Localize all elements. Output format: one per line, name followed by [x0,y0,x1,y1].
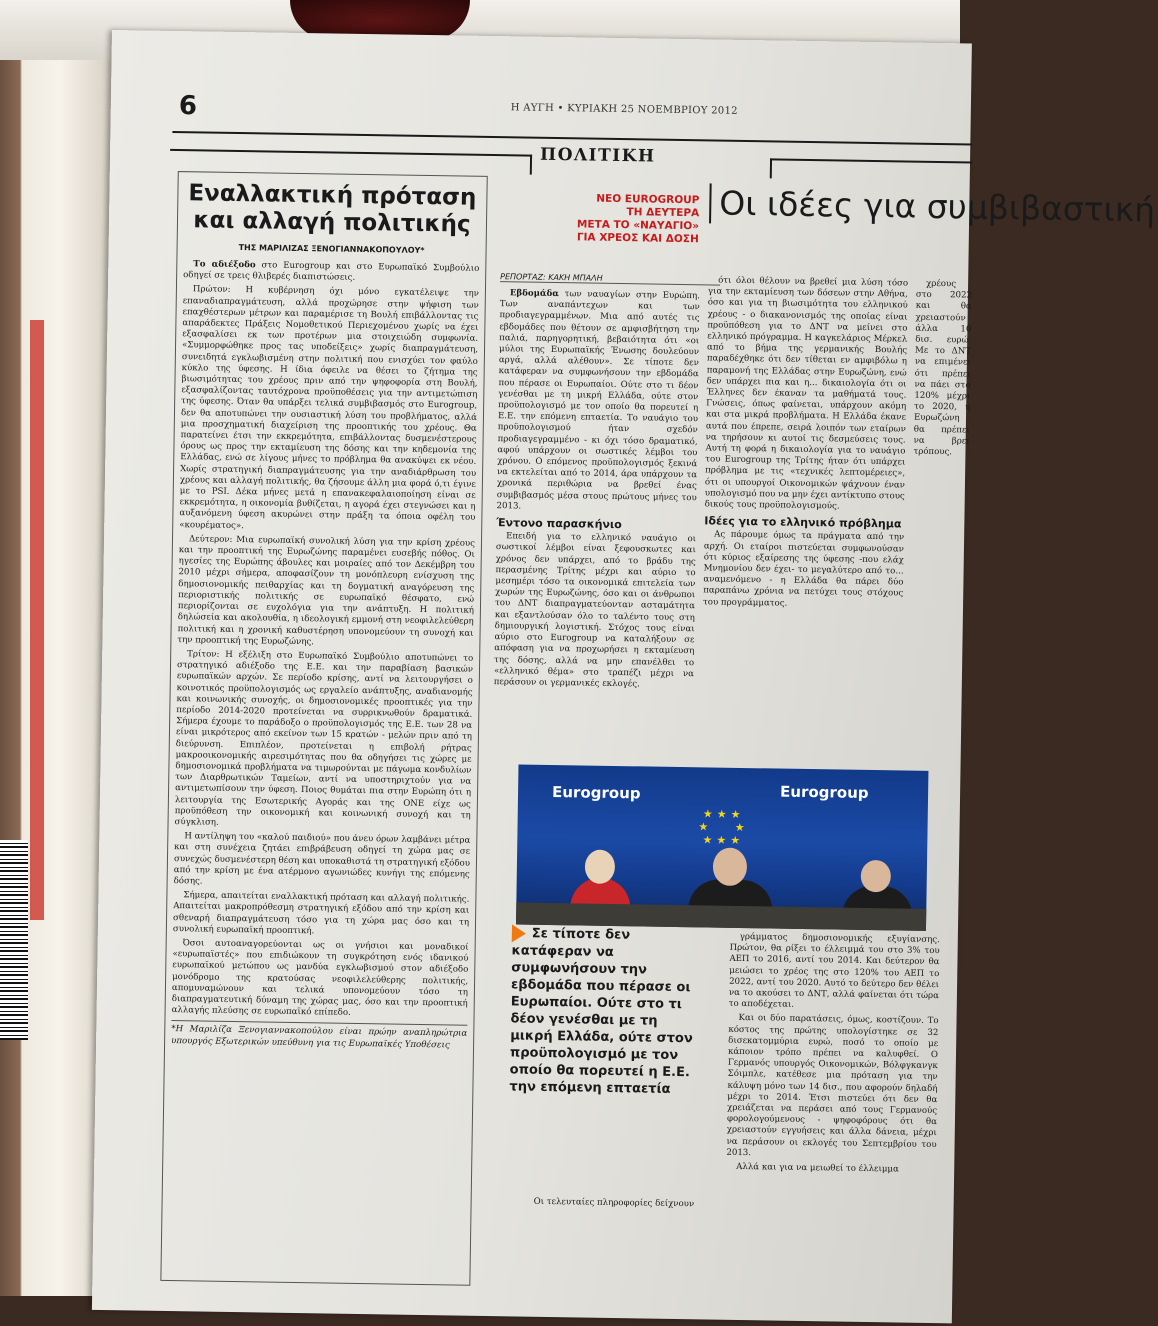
newspaper-page [92,30,1156,1323]
lead-rest: στο Eurogroup και στο Ευρωπαϊκό Συμβούλιο οδηγεί σε τρεις θλιβερές διαπιστώσεις. [183,260,480,284]
news-column-1 [494,288,700,694]
news-headline: Οι ιδέες για συμβιβαστική [709,183,1020,228]
news-column-2 [703,275,908,614]
lead-bold: Το αδιέξοδο [193,259,256,271]
article-paragraph: Η αντίληψη του «καλού παιδιού» που άνευ όρων λαμβάνει μέτρα και στη συνέχεια ζητάει επιβράβευση οδηγεί τη χώρα μας σε συνεχώς δυσμενέστερη θέση και υποκαθιστά τη στρατηγική εξόδου από την κρίση με ένα ατέρμονο αγωνιώδες κυνήγι της επόμενης δόσης. [173,831,471,887]
eurogroup-photo [516,764,928,930]
pull-quote-rest: να συμφωνήσουν την εβδομάδα που πέρασε οι Ευρωπαίοι. Ούτε στο τι δέον γενέσθαι με τη μικρή Ελλάδα, ούτε στον προϋπολογισμό με τον οποίο θα πορευτεί η Ε.Ε. την επόμενη επταετία [509,944,693,1097]
red-stripe [30,320,44,920]
news-lead-rest: των ναυαγίων στην Ευρώπη. Των αναπάντεχων και των προδιαγεγραμμένων. Μια από αυτές τις εβδομάδες που θέτουν σε αμφισβήτηση την παλιά, παρηγορητική, βεβαιότητα ότι «οι μύλοι της Ευρωπαϊκής Ένωσης δουλεύουν αργά, αλλά αλέθουν». Σε τίποτε δεν κατάφεραν να συμφωνήσουν την εβδομάδα που πέρασε οι Ευρωπαίοι. Ούτε στο τι δέον γενέσθαι με τη μικρή Ελλάδα, ούτε στον προϋπολογισμό με τον οποίο θα πορευτεί η Ε.Ε. την επόμενη επταετία. Το ναυάγιο του προϋπολογισμού ήταν σχεδόν προδιαγεγραμμένο - κι όχι τόσο δραματικό, αφού υπάρχουν οι σωστικές λέμβοι του χρόνου. Ο επόμενος προϋπολογισμός ξεκινά να εκτελείται από το 2014, άρα υπάρχουν τα χρονικά περιθώρια να βρεθεί ένας συμβιβασμός μέσα στους πρώτους μήνες του 2013. [496,289,700,512]
article-kicker [499,191,700,246]
page-number: 6 [178,91,198,122]
kicker-line: ΤΗ ΔΕΥΤΕΡΑ [626,206,700,220]
article-lead [183,259,479,286]
eu-stars-icon: ★★★ ★ ★ ★★★ [698,807,749,848]
news-column-3 [913,279,972,462]
article-paragraph: Δεύτερον: Μια ευρωπαϊκή συνολική λύση για την κρίση χρέους και την προοπτική της Ευρωζώνης παραμένει ευσεβής πόθος. Οι ηγεσίες της Ευρώπης άβουλες και μοιραίες από τον Δεκέμβρη του 2010 μέχρι σήμερα, αποφασίζουν τη μονόπλευρη ενίσχυση της δημοσιονομικής πειθαρχίας και τη δογματική αναγόρευση της περιοριστικής πολιτικής σε ευρωπαϊκό θέσφατο, ενώ περιορίζονται σε ευχολόγια για την ανάπτυξη. Η πολιτική δηλώσεία και ακολουθία, η ιδεολογική εμμονή στη νεοφιλελεύθερη πολιτική και η χρονική καθυστέρηση υπονομεύουν τη συνοχή και την προοπτική της Ευρωζώνης. [177,534,476,647]
eurogroup-logo: Eurogroup [551,783,641,803]
author-footnote: *Η Μαριλίζα Ξενογιαννακοπούλου είναι πρώην αναπληρώτρια υπουργός Εξωτερικών υπεύθυνη για τις Ευρωπαϊκές Υποθέσεις [171,1020,467,1051]
kicker-line: ΜΕΤΑ ΤΟ «ΝΑΥΑΓΙΟ» [576,218,700,233]
section-rule-left [170,149,532,175]
news-lead-bold: Εβδομάδα [509,288,559,300]
news-subhead: Έντονο παρασκήνιο [496,516,622,532]
eurogroup-logo: Eurogroup [779,782,869,802]
news-paragraph-tail: Οι τελευταίες πληροφορίες δείχνουν [533,1196,695,1210]
news-paragraph: χρέους στο 2022 και θα χρειαστούν άλλα 10 δισ. ευρώ. Με το ΔΝΤ να επιμένει ότι πρέπει να πάει στο 120% μέχρι το 2020, η Ευρωζώνη θα πρέπει να βρει τρόπους. [913,278,973,458]
news-column-2-bottom [726,932,940,1180]
news-paragraph: Ας πάρουμε όμως τα πράγματα από την αρχή. Οι εταίροι πιστεύεται συμφωνούσαν ότι κύριος εξαίρεσης της ύφεσης -που ελάχ Μνημονίου δεν έχει- το μεγαλύτερο από το... αναμενόμενο - η Ελλάδα θα πάρει δύο παραπάνω χρόνια να πετύχει τους στόχους του προγράμματος. [703,529,905,609]
kicker-line: ΓΙΑ ΧΡΕΟΣ ΚΑΙ ΔΟΣΗ [576,231,699,246]
opinion-article [160,171,487,1286]
news-column-1-tail [524,1197,704,1214]
pull-quote-line1: Σε τίποτε δεν κατάφεραν [511,926,631,960]
article-paragraph: Τρίτον: Η εξέλιξη στο Ευρωπαϊκό Συμβούλιο αποτυπώνει το στρατηγικό αδιέξοδο της Ε.Ε. και την παραβίαση βασικών ευρωπαϊκών αρχών. Σε περίοδο κρίσης, αντί να λειτουργήσει ο κοινοτικός προϋπολογισμός ως εργαλείο ανάπτυξης, αναδιανομής και κοινωνικής συνοχής, οι δημοσιονομικές προοπτικές για την περίοδο 2014-2020 προτείνεται να συρρικνωθούν δραματικά. Σήμερα έχουμε το παράδοξο ο προϋπολογισμός της Ε.Ε. των 28 να είναι μικρότερος από εκείνον των 15 κρατών - μελών πριν από τη διεύρυνση. Επιπλέον, προτείνεται η επιβολή ρήτρας μακροοικονομικής αιρεσιμότητας που θα οδηγήσει τις χώρες με δημοσιονομικά προβλήματα να τιμωρούνται με πάγωμα κονδυλίων των Διαρθρωτικών Ταμείων, αντί να υποστηριχτούν για να αντιμετωπίσουν την ύφεση. Ποιος θυμάται πια στην Ευρώπη ότι η λειτουργία της Εσωτερικής Αγοράς και της ΟΝΕ είχε ως προϋπόθεση την οικονομική και κοινωνική συνοχή και τη σύγκλιση. [174,649,474,828]
section-label: ΠΟΛΙΤΙΚΗ [539,144,656,167]
play-icon [512,924,526,942]
news-paragraph: Επειδή για το ελληνικό ναυάγιο οι σωστικοί λέμβοι είναι ξεφουσκωτες και χρόνος δεν υπάρχει, από το βράδυ της περασμένης Τρίτης μέχρι και αύριο το μεσημέρι τόσο τα οικονομικά επιτελεία των χωρών της Ευρωζώνης, όσο και οι άνθρωποι του ΔΝΤ διαπραγματεύονταν ασταμάτητα και εξαντλούσαν όλο το ταλέντο τους στη δημιουργική λογιστική. Στόχος τους είναι αύριο στο Eurogroup να καταλήξουν σε απόφαση για να προχωρήσει η εκταμίευση της δόσης, αλλά να μην επανέλθει το «ελληνικό θέμα» στο τραπέζι μέχρι να περάσουν οι γερμανικές εκλογές. [493,531,697,690]
article-paragraph: Πρώτον: Η κυβέρνηση όχι μόνο εγκατέλειψε την επαναδιαπραγμάτευση, αλλά προχώρησε στην ψήφιση των επαχθέστερων μέτρων και παραμέρισε τη Βουλή επιβάλλοντας τις απαράδεκτες Πράξεις Νομοθετικού Περιεχομένου χωρίς να έχει εξασφαλίσει εκ των προτέρων μια στοιχειώδη συμφωνία. «Συμμορφώθηκε προς τας υποδείξεις» χωρίς διαπραγμάτευση, συνειδητά εγκλωβισμένη στην πολιτική που ενισχύει τον φαύλο κύκλο της ύφεσης. Η ίδια όφειλε να θέσει το ζήτημα της βιωσιμότητας του χρέους πριν από την ψηφοφορία στη Βουλή, εξασφαλίζοντας ταυτόχρονα προϋποθέσεις για την αντιμετώπιση της ύφεσης. Όταν θα υπάρξει τελικά συμβιβασμός στο Eurogroup, δεν θα αποτυπώνει την ουσιαστική λύση του προβλήματος, αλλά μια προσχηματική διαχείριση της προοπτικής του χρέους. Θα παρατείνει έτσι την εκκρεμότητα, επιβάλλοντας δυσμενέστερους όρους ως προς την εκταμίευση της δόσης και την κηδεμονία της Ελλάδας, ενώ σε λίγους μήνες το πρόβλημα θα ανακύψει εκ νέου. Χωρίς στρατηγική διαπραγμάτευσης για την αναδιάρθρωση του χρέους και αλλαγή πολιτικής, θα ζήσουμε άλλη μια φορά ό,τι έγινε με το PSI. Δέκα μήνες μετά η επανακεφαλαιοποίηση είναι σε εκκρεμότητα, η οικονομία βυθίζεται, η αγορά έχει στεγνώσει και η αυξανόμενη ύφεση ακυρώνει στην πράξη τα όποια οφέλη του «κουρέματος». [179,284,479,531]
kicker-line: ΝΕΟ EUROGROUP [596,192,700,207]
barcode [0,840,28,1040]
reporter-credit: ΡΕΠΟΡΤΑΖ: ΚΑΚΗ ΜΠΑΛΗ [500,272,720,285]
news-paragraph: ότι όλοι θέλουν να βρεθεί μια λύση τόσο για την εκταμίευση των δόσεων στην Αθήνα, όσο και για τη βιωσιμότητα του ελληνικού χρέους - ο διακανονισμός της οποίας είναι προϋπόθεση για το ΔΝΤ να μείνει στο ελληνικό πρόγραμμα. Η καγκελάριος Μέρκελ από το βήμα της γερμανικής Βουλής παραδέχθηκε ότι δεν τίθεται εν αμφιβόλω η παραμονή της Ελλάδας στην Ευρωζώνη, ενώ δεν υπάρχει πια και η... δικαιολογία ότι οι Έλληνες δεν έκαναν τα μαθήματά τους. Γνώσεις, όπως φαίνεται, υπάρχουν ακόμη και στα μικρά προβλήματα. Η Ελλάδα έκανε αυτά που έπρεπε, σειρά λοιπόν των εταίρων να τηρήσουν κι αυτοί τις δεσμεύσεις τους. Αυτή τη φορά η δικαιολογία για το ναυάγιο του Eurogroup της Τρίτης ήταν ότι υπάρχει πρόβλημα με τις «τεχνικές λεπτομέρειες», ότι οι υπουργοί Οικονομικών ψάχνουν έναν υπολογισμό που να μην έχει αντίκτυπο στους δικούς τους προϋπολογισμούς. [704,275,909,512]
news-subhead: Ιδέες για το ελληνικό πρόβλημα [704,514,902,531]
top-rule [172,131,972,146]
article-paragraph: Σήμερα, απαιτείται εναλλακτική πρόταση και αλλαγή πολιτικής. Απαιτείται μακροπρόθεσμη στρατηγική εξόδου από την κρίση και σθεναρή διαπραγμάτευση τόσο για τη χώρα μας όσο και τη συνολική ευρωπαϊκή προοπτική. [172,890,470,937]
article-body [171,259,479,1051]
article-byline: ΤΗΣ ΜΑΡΙΛΙΖΑΣ ΞΕΝΟΓΙΑΝΝΑΚΟΠΟΥΛΟΥ* [238,243,425,255]
pull-quote [509,924,702,1098]
masthead: Η ΑΥΓΗ • ΚΥΡΙΑΚΗ 25 ΝΟΕΜΒΡΙΟΥ 2012 [510,102,738,117]
section-rule-right [770,158,972,181]
article-headline: Εναλλακτική πρόταση και αλλαγή πολιτικής [188,180,477,238]
news-paragraph: γράμματος δημοσιονομικής εξυγίανσης. Πρώτον, θα ρίξει το έλλειμμά του στο 3% του ΑΕΠ το 2016, αντί του 2014. Και δεύτερον θα μειώσει το χρέος της στο 120% του ΑΕΠ το 2022, αντί του 2020. Αυτό το δεύτερο δεν θέλει να το ακούσει το ΔΝΤ, αλλά φαίνεται ότι τώρα το αποδέχεται. [728,931,940,1011]
news-paragraph: Και οι δύο παρατάσεις, όμως, κοστίζουν. Το κόστος της πρώτης υπολογίστηκε σε 32 δισεκατομμύρια ευρώ, ποσό το οποίο με κάποιον τρόπο πρέπει να καλυφθεί. Ο Γερμανός υπουργός Οικονομικών, Βόλφγκανγκ Σόιμπλε, κατέθεσε μια πρόταση για την κάλυψη μόνο των 14 δισ., που αφορούν δηλαδή μέχρι το 2014. Έτσι πιστεύει ότι δεν θα χρειάζεται να περάσει από τους Γερμανούς φορολογούμενους - ψηφοφόρους ότι θα χρειαστούν εγγυήσεις και άλλα δάνεια, μέχρι να περάσουν οι εκλογές του Σεπτεμβρίου του 2013. [726,1013,939,1159]
news-lead [496,288,699,515]
article-paragraph: Όσοι αυτοαναγορεύονται ως οι γνήσιοι και μοναδικοί «ευρωπαϊστές» που επιδιώκουν τη συγκρότηση ενός ιδανικού ευρωπαϊκού μετώπου ως μανδύα εγκλωβισμού στον αδιέξοδο μονόδρομο της κρατούσας νεοφιλελεύθερης πολιτικής, απομυναμώνουν και τελικά υπονομεύουν τόσο τη διαπραγματευτική δύναμη της χώρας μας, όσο και την προοπτική αλλαγής πλεύσης σε ευρωπαϊκό επίπεδο. [171,938,469,1019]
news-paragraph-tail: Αλλά και για να μειωθεί το έλλειμμα [736,1162,899,1175]
